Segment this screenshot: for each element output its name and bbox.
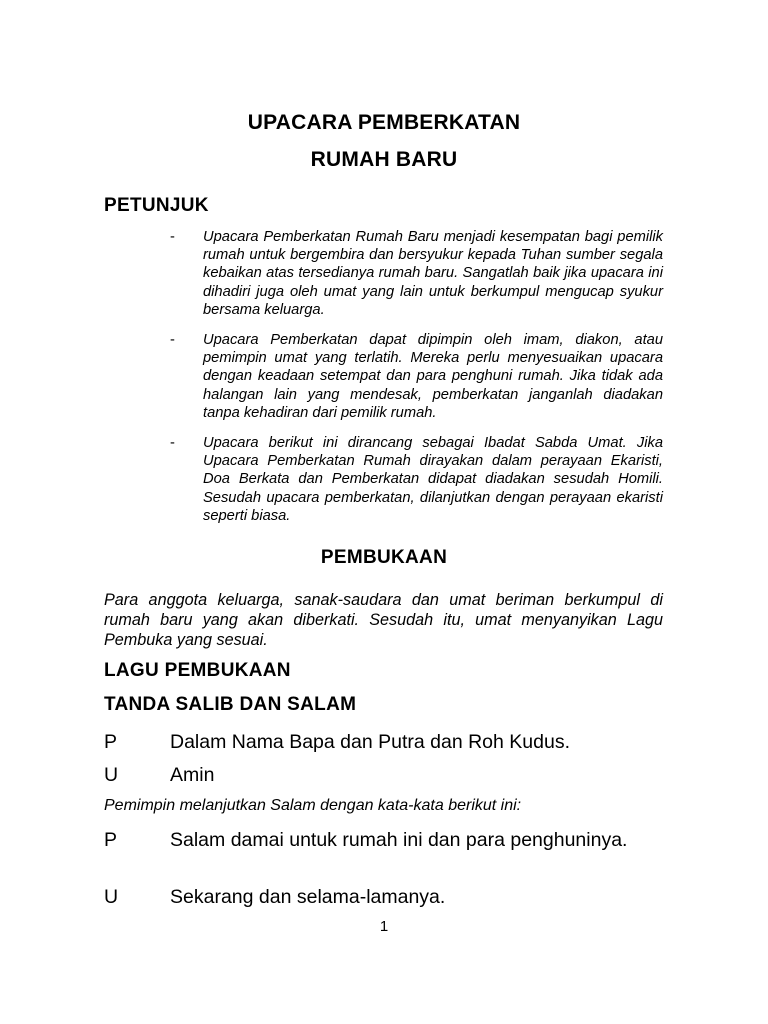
tanda-salib-heading: TANDA SALIB DAN SALAM [104, 694, 357, 715]
dialog-line [104, 885, 663, 909]
speaker-label: U [104, 764, 119, 786]
page-number: 1 [379, 918, 389, 935]
petunjuk-item [170, 434, 663, 525]
bullet-marker: - [170, 435, 175, 452]
dialog-text: Amin [170, 764, 215, 786]
petunjuk-item-text: Upacara berikut ini dirancang sebagai Ibadat Sabda Umat. Jika Upacara Pemberkatan Rumah dirayakan dalam perayaan Ekaristi, Doa Berkata dan Pemberkatan didapat diadakan sesudah Homili. Sesudah upacara pemberkatan, dilanjutkan dengan perayaan ekaristi seperti biasa. [203, 435, 663, 524]
petunjuk-item-text: Upacara Pemberkatan dapat dipimpin oleh imam, diakon, atau pemimpin umat yang terlatih. Mereka perlu menyesuaikan upacara dengan keadaan setempat dan para penghuni rumah. Jika tidak ada halangan lain yang mendesak, pemberkatan janganlah diadakan tanpa kehadiran dari pemilik rumah. [203, 332, 663, 421]
petunjuk-item-text: Upacara Pemberkatan Rumah Baru menjadi kesempatan bagi pemilik rumah untuk bergembira dan bersyukur kepada Tuhan sumber segala kebaikan atas tersedianya rumah baru. Sangatlah baik jika upacara ini dihadiri juga oleh umat yang lain untuk berkumpul mengucap syukur bersama keluarga. [203, 229, 663, 318]
dialog-text: Salam damai untuk rumah ini dan para penghuninya. [170, 829, 628, 851]
dialog-line [104, 828, 663, 852]
petunjuk-list [170, 228, 663, 537]
speaker-label: P [104, 829, 118, 851]
lagu-pembukaan-heading: LAGU PEMBUKAAN [104, 660, 291, 681]
bullet-marker: - [170, 229, 175, 245]
petunjuk-item [170, 331, 663, 422]
document-title-line2: RUMAH BARU [310, 148, 458, 171]
speaker-label: P [104, 731, 118, 753]
dialog-text: Sekarang dan selama-lamanya. [170, 886, 446, 908]
pembukaan-intro: Para anggota keluarga, sanak-saudara dan umat beriman berkumpul di rumah baru yang akan diberkati. Sesudah itu, umat menyanyikan Lagu Pembuka yang sesuai. [104, 591, 663, 649]
dialog-line [104, 730, 663, 754]
dialog-text: Dalam Nama Bapa dan Putra dan Roh Kudus. [170, 731, 570, 753]
petunjuk-heading: PETUNJUK [104, 195, 209, 216]
dialog-line [104, 763, 663, 787]
document-title-line1: UPACARA PEMBERKATAN [247, 111, 521, 134]
bullet-marker: - [170, 332, 175, 349]
speaker-label: U [104, 886, 119, 908]
petunjuk-item [170, 228, 663, 319]
pembukaan-heading: PEMBUKAAN [320, 547, 448, 568]
rubric-note: Pemimpin melanjutkan Salam dengan kata-kata berikut ini: [104, 797, 522, 814]
